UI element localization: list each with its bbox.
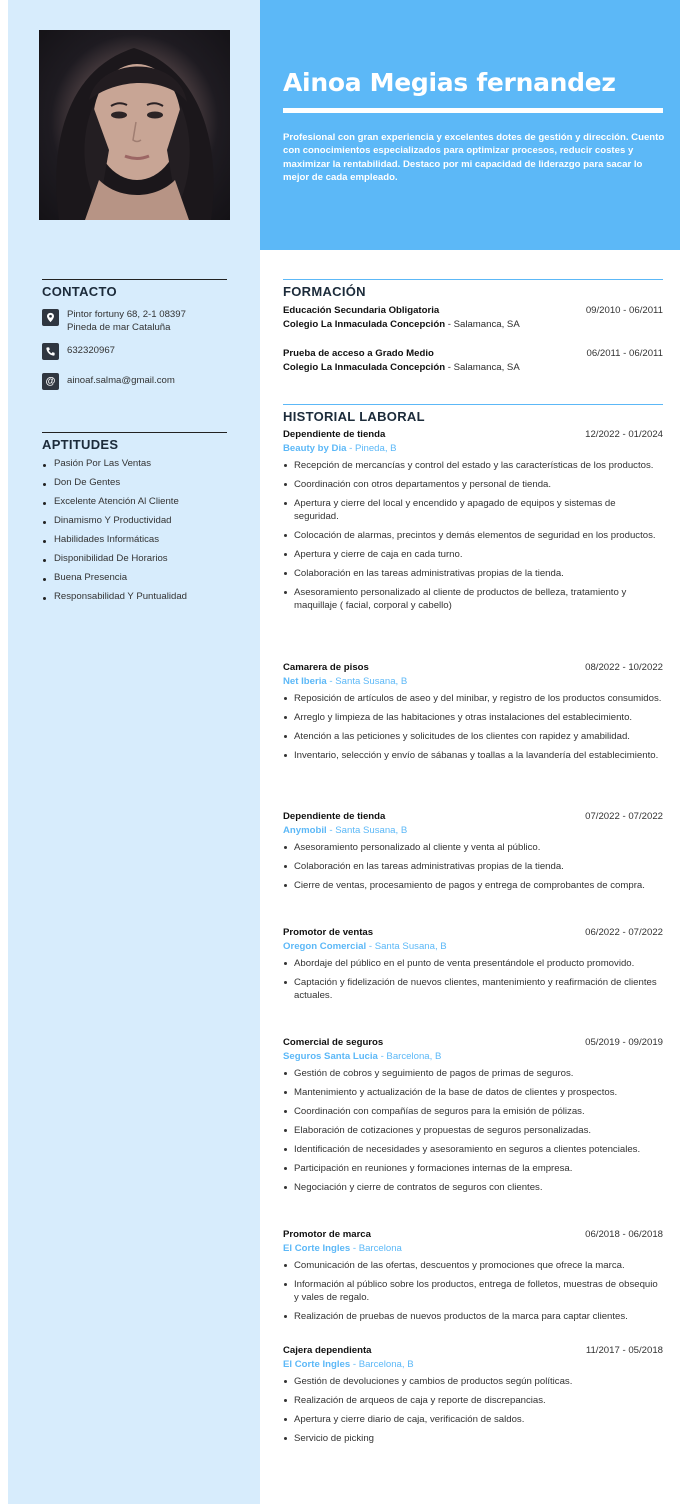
portrait-illustration: [39, 30, 230, 220]
section-rule: [283, 404, 663, 405]
company-location: - Barcelona, B: [350, 1358, 414, 1370]
school-location: - Salamanca, SA: [445, 361, 520, 373]
contact-title: CONTACTO: [42, 284, 117, 299]
education-entry: [283, 304, 663, 331]
company-name: El Corte Ingles: [283, 1358, 351, 1370]
skills-section: [42, 432, 227, 452]
email-address[interactable]: ainoaf.salma@gmail.com: [67, 375, 175, 386]
location-pin-icon: [42, 309, 59, 326]
duty-item: Gestión de devoluciones y cambios de productos según políticas.: [283, 1375, 663, 1388]
education-title: FORMACIÓN: [283, 284, 366, 299]
company-name: Seguros Santa Lucia: [283, 1050, 378, 1062]
company-name: Anymobil: [283, 824, 327, 836]
job-duties: [283, 1067, 663, 1194]
name-divider: [283, 108, 663, 113]
contact-section: [42, 279, 227, 299]
job-entry: [283, 1036, 663, 1200]
education-dates: 09/2010 - 06/2011: [585, 305, 663, 316]
skill-item: Excelente Atención Al Cliente: [42, 496, 242, 515]
job-duties: [283, 1259, 663, 1323]
duty-item: Negociación y cierre de contratos de seguros con clientes.: [283, 1181, 663, 1194]
contact-email: [42, 373, 175, 390]
duty-item: Cierre de ventas, procesamiento de pagos y entrega de comprobantes de compra.: [283, 879, 663, 892]
job-duties: [283, 459, 663, 613]
job-role: Cajera dependienta: [283, 1345, 372, 1356]
duty-item: Realización de arqueos de caja y reporte de discrepancias.: [283, 1394, 663, 1407]
profile-photo: [39, 30, 230, 220]
job-entry: [283, 428, 663, 618]
school-location: - Salamanca, SA: [445, 318, 520, 330]
duty-item: Atención a las peticiones y solicitudes de los clientes con rapidez y amabilidad.: [283, 730, 663, 743]
company-location: - Barcelona, B: [377, 1050, 442, 1062]
duty-item: Comunicación de las ofertas, descuentos y promociones que ofrece la marca.: [283, 1259, 663, 1272]
skill-item: Disponibilidad De Horarios: [42, 553, 242, 572]
company-name: El Corte Ingles: [283, 1242, 351, 1254]
duty-item: Apertura y cierre de caja en cada turno.: [283, 548, 663, 561]
degree-name: Educación Secundaria Obligatoria: [283, 305, 440, 316]
job-role: Promotor de marca: [283, 1229, 371, 1240]
duty-item: Realización de pruebas de nuevos productos de la marca para captar clientes.: [283, 1310, 663, 1323]
job-dates: 05/2019 - 09/2019: [585, 1037, 663, 1048]
profile-summary: Profesional con gran experiencia y excelentes dotes de gestión y dirección. Cuento con conocimientos especializados para optimizar procesos, reducir costes y maximizar la rentabilidad. Destaco por mi capacidad de liderazgo para sacar lo mejor de cada empleado.: [283, 132, 665, 184]
job-duties: [283, 1375, 663, 1445]
job-dates: 07/2022 - 07/2022: [585, 811, 663, 822]
skill-item: Buena Presencia: [42, 572, 242, 591]
job-entry: [283, 661, 663, 768]
duty-item: Participación en reuniones y formaciones internas de la empresa.: [283, 1162, 663, 1175]
duty-item: Asesoramiento personalizado al cliente y venta al público.: [283, 841, 663, 854]
education-entry: [283, 347, 663, 374]
duty-item: Abordaje del público en el punto de venta presentándole el producto promovido.: [283, 957, 663, 970]
skills-list: [42, 458, 242, 610]
duty-item: Inventario, selección y envío de sábanas y toallas a la lavandería del establecimiento.: [283, 749, 663, 762]
company-location: - Santa Susana, B: [326, 675, 408, 687]
skill-item: Don De Gentes: [42, 477, 242, 496]
contact-address: [42, 309, 186, 334]
job-role: Camarera de pisos: [283, 662, 369, 673]
job-duties: [283, 692, 663, 762]
at-sign-icon: @: [42, 373, 59, 390]
company-name: Net Iberia: [283, 675, 327, 687]
job-dates: 08/2022 - 10/2022: [585, 662, 663, 673]
work-history-section: [283, 404, 663, 424]
job-entry: [283, 1228, 663, 1329]
duty-item: Recepción de mercancías y control del estado y las características de los productos.: [283, 459, 663, 472]
company-location: - Santa Susana, B: [326, 824, 408, 836]
section-rule: [42, 279, 227, 280]
job-role: Promotor de ventas: [283, 927, 374, 938]
job-entry: [283, 1344, 663, 1451]
job-role: Dependiente de tienda: [283, 429, 386, 440]
job-dates: 06/2018 - 06/2018: [585, 1229, 663, 1240]
company-location: - Pineda, B: [346, 442, 397, 454]
duty-item: Colocación de alarmas, precintos y demás elementos de seguridad en los productos.: [283, 529, 663, 542]
duty-item: Apertura y cierre del local y encendido y apagado de equipos y sistemas de seguridad.: [283, 497, 663, 523]
duty-item: Servicio de picking: [283, 1432, 663, 1445]
contact-phone: [42, 343, 115, 360]
address-line-2: Pineda de mar Cataluña: [67, 321, 171, 333]
skills-title: APTITUDES: [42, 437, 119, 452]
work-history-title: HISTORIAL LABORAL: [283, 409, 425, 424]
job-dates: 11/2017 - 05/2018: [585, 1345, 663, 1356]
section-rule: [42, 432, 227, 433]
phone-icon: [42, 343, 59, 360]
duty-item: Captación y fidelización de nuevos clientes, mantenimiento y reafirmación de clientes actuales.: [283, 976, 663, 1002]
phone-number[interactable]: 632320967: [67, 345, 116, 356]
duty-item: Coordinación con compañías de seguros para la emisión de pólizas.: [283, 1105, 663, 1118]
skill-item: Responsabilidad Y Puntualidad: [42, 591, 242, 610]
school-name: Colegio La Inmaculada Concepción: [283, 318, 446, 330]
duty-item: Colaboración en las tareas administrativas propias de la tienda.: [283, 567, 663, 580]
duty-item: Arreglo y limpieza de las habitaciones y otras instalaciones del establecimiento.: [283, 711, 663, 724]
company-name: Beauty by Dia: [283, 442, 347, 454]
job-entry: [283, 926, 663, 1008]
duty-item: Reposición de artículos de aseo y del minibar, y registro de los productos consumidos.: [283, 692, 663, 705]
job-dates: 12/2022 - 01/2024: [585, 429, 663, 440]
school-name: Colegio La Inmaculada Concepción: [283, 361, 446, 373]
job-role: Dependiente de tienda: [283, 811, 386, 822]
duty-item: Gestión de cobros y seguimiento de pagos de primas de seguros.: [283, 1067, 663, 1080]
candidate-name: Ainoa Megias fernandez: [283, 68, 616, 97]
job-duties: [283, 841, 663, 892]
header-notch-decoration: [230, 220, 260, 250]
duty-item: Mantenimiento y actualización de la base de datos de clientes y prospectos.: [283, 1086, 663, 1099]
skill-item: Dinamismo Y Productividad: [42, 515, 242, 534]
duty-item: Coordinación con otros departamentos y personal de tienda.: [283, 478, 663, 491]
skill-item: Pasión Por Las Ventas: [42, 458, 242, 477]
company-name: Oregon Comercial: [283, 940, 367, 952]
address-line-1: Pintor fortuny 68, 2-1 08397: [67, 309, 186, 320]
duty-item: Elaboración de cotizaciones y propuestas de seguros personalizadas.: [283, 1124, 663, 1137]
education-dates: 06/2011 - 06/2011: [586, 348, 663, 359]
duty-item: Colaboración en las tareas administrativas propias de la tienda.: [283, 860, 663, 873]
section-rule: [283, 279, 663, 280]
duty-item: Identificación de necesidades y asesoramiento en seguros a clientes potenciales.: [283, 1143, 663, 1156]
duty-item: Información al público sobre los productos, entrega de folletos, muestras de obsequio y vales de regalo.: [283, 1278, 663, 1304]
company-location: - Barcelona: [350, 1242, 402, 1254]
job-entry: [283, 810, 663, 898]
duty-item: Apertura y cierre diario de caja, verificación de saldos.: [283, 1413, 663, 1426]
degree-name: Prueba de acceso a Grado Medio: [283, 348, 434, 359]
skill-item: Habilidades Informáticas: [42, 534, 242, 553]
job-duties: [283, 957, 663, 1002]
job-role: Comercial de seguros: [283, 1037, 384, 1048]
education-section: [283, 279, 663, 299]
job-dates: 06/2022 - 07/2022: [585, 927, 663, 938]
duty-item: Asesoramiento personalizado al cliente de productos de belleza, tratamiento y maquillaje ( facial, corporal y cabello): [283, 586, 663, 612]
company-location: - Santa Susana, B: [366, 940, 447, 952]
sidebar-background: [8, 0, 260, 1504]
